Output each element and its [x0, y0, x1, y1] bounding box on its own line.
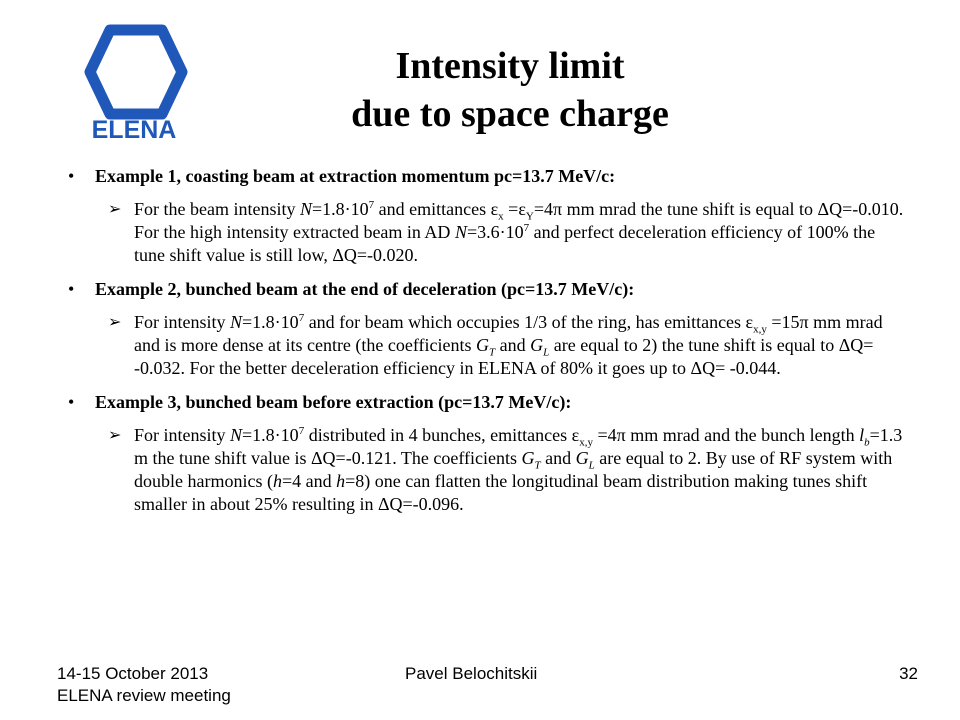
- arrow-bullet-icon: ➢: [108, 314, 122, 331]
- arrow-bullet-icon: ➢: [108, 427, 122, 444]
- slide-content: [68, 165, 908, 527]
- example-3-heading: Example 3, bunched beam before extraction (pc=13.7 MeV/c):: [95, 392, 572, 412]
- sub-bullet-item: [68, 311, 908, 380]
- logo-text: ELENA: [91, 116, 177, 142]
- bullet-item: [68, 391, 908, 413]
- title-line-1: Intensity limit: [395, 45, 625, 87]
- title-line-2: due to space charge: [351, 93, 669, 135]
- arrow-bullet-icon: ➢: [108, 201, 122, 218]
- example-3-body: For intensity $N=1.8\cdot 10^7$ distributed in 4 bunches, emittances $\varepsilon_{x,y} =4\pi$ mm mrad and the bunch length $l_b=1.3$ m the tune shift value is ΔQ=-0.121. The coefficients $G_T$ and $G_L$ are equal to 2. By use of RF system with double harmonics (h=4 and h=8) one can flatten the longitudinal beam distribution making tunes shift smaller in about 25% resulting in ΔQ=-0.096.: [134, 425, 903, 514]
- bullet-icon: •: [68, 166, 75, 186]
- sub-bullet-item: [68, 424, 908, 516]
- example-2-body: For intensity $N=1.8\cdot 10^7$ and for beam which occupies 1/3 of the ring, has emittances $\varepsilon_{x,y} =15\pi$ mm mrad and is more dense at its centre (the coefficients $G_T$ and $G_L$ are equal to 2) the tune shift is equal to ΔQ= -0.032. For the better deceleration efficiency in ELENA of 80% it goes up to ΔQ= -0.044.: [134, 312, 883, 378]
- elena-logo: [78, 22, 190, 142]
- bullet-icon: •: [68, 392, 75, 412]
- example-2-heading: Example 2, bunched beam at the end of deceleration (pc=13.7 MeV/c):: [95, 279, 635, 299]
- footer-author: Pavel Belochitskii: [405, 664, 538, 683]
- bullet-item: [68, 278, 908, 300]
- example-1-body: For the beam intensity $N=1.8\cdot 10^7$ and emittances $\varepsilon_x =\varepsilon_Y=4\pi$ mm mrad the tune shift is equal to ΔQ=-0.010. For the high intensity extracted beam in AD $N=3.6\cdot 10^7$ and perfect deceleration efficiency of 100% the tune shift value is still low, ΔQ=-0.020.: [134, 199, 904, 265]
- bullet-icon: •: [68, 279, 75, 299]
- bullet-item: [68, 165, 908, 187]
- footer-event: ELENA review meeting: [57, 686, 231, 705]
- sub-bullet-item: [68, 198, 908, 267]
- slide-title: [260, 42, 760, 138]
- page-number: 32: [899, 664, 918, 683]
- hexagon-logo-icon: [78, 22, 190, 142]
- example-1-heading: Example 1, coasting beam at extraction momentum pc=13.7 MeV/c:: [95, 166, 616, 186]
- footer-date-event: [57, 663, 231, 707]
- footer-date: 14-15 October 2013: [57, 664, 209, 683]
